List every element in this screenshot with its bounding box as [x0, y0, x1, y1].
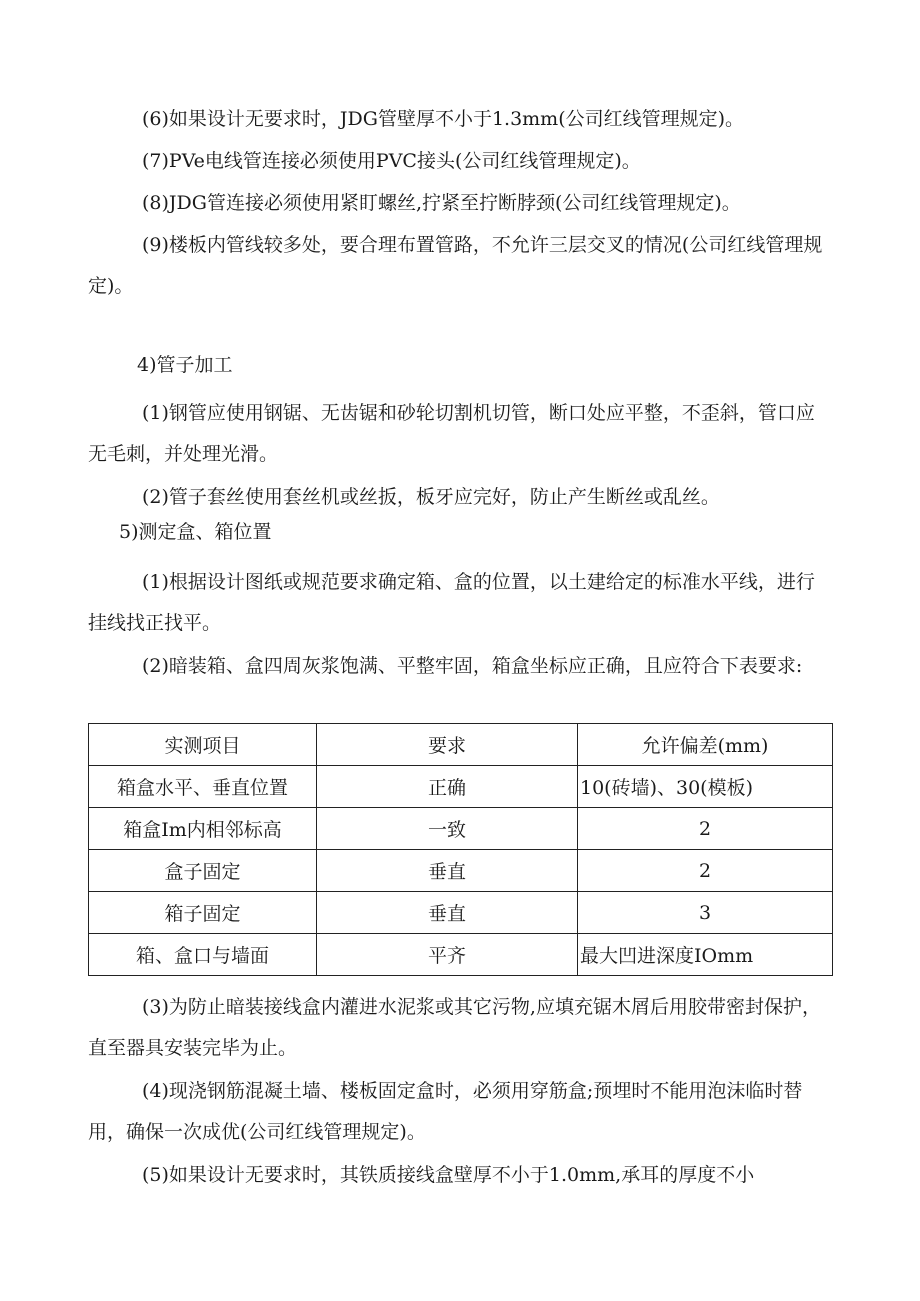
- paragraph-7-pvc-connection: (7)PVe电线管连接必须使用PVC接头(公司红线管理规定)。: [142, 150, 641, 172]
- table-row: [89, 850, 833, 892]
- paragraph-concealed-box-requirements: (2)暗装箱、盒四周灰浆饱满、平整牢固，箱盒坐标应正确，且应符合下表要求:: [142, 655, 803, 677]
- section-heading-pipe-processing: 4)管子加工: [137, 354, 233, 376]
- table-row: [89, 934, 833, 976]
- paragraph-iron-box-thickness: (5)如果设计无要求时，其铁质接线盒壁厚不小于1.0mm,承耳的厚度不小: [142, 1164, 755, 1186]
- paragraph-box-position-determination: (1)根据设计图纸或规范要求确定箱、盒的位置，以土建给定的标准水平线，进行挂线找正找平。: [88, 571, 815, 634]
- table-cell: 箱盒Im内相邻标高: [89, 808, 317, 850]
- table-cell: 3: [578, 892, 833, 934]
- table-cell: 一致: [317, 808, 578, 850]
- table-cell: 箱盒水平、垂直位置: [89, 766, 317, 808]
- table-header-cell: 实测项目: [89, 724, 317, 766]
- table-cell: 正确: [317, 766, 578, 808]
- table-cell: 2: [578, 850, 833, 892]
- table-cell: 最大凹进深度IOmm: [578, 934, 833, 976]
- table-cell: 垂直: [317, 850, 578, 892]
- table-cell: 平齐: [317, 934, 578, 976]
- table-header-cell: 允许偏差(mm): [578, 724, 833, 766]
- paragraph-box-protection: (3)为防止暗装接线盒内灌进水泥浆或其它污物,应填充锯木屑后用胶带密封保护，直至器具安装完毕为止。: [88, 996, 821, 1059]
- paragraph-8-jdg-screw: (8)JDG管连接必须使用紧盯螺丝,拧紧至拧断脖颈(公司红线管理规定)。: [142, 192, 741, 214]
- paragraph-pipe-threading: (2)管子套丝使用套丝机或丝扳，板牙应完好，防止产生断丝或乱丝。: [142, 486, 720, 508]
- table-cell: 盒子固定: [89, 850, 317, 892]
- paragraph-cast-in-place-box: (4)现浇钢筋混凝土墙、楼板固定盒时，必须用穿筋盒;预埋时不能用泡沫临时替用，确保一次成优(公司红线管理规定)。: [88, 1080, 803, 1143]
- table-cell: 箱子固定: [89, 892, 317, 934]
- table-cell: 垂直: [317, 892, 578, 934]
- paragraph-6-jdg-wall-thickness: (6)如果设计无要求时，JDG管壁厚不小于1.3mm(公司红线管理规定)。: [142, 108, 745, 130]
- table-header-row: [89, 724, 833, 766]
- table-row: [89, 766, 833, 808]
- table-header-cell: 要求: [317, 724, 578, 766]
- table-row: [89, 808, 833, 850]
- table-cell: 箱、盒口与墙面: [89, 934, 317, 976]
- table-cell: 10(砖墙)、30(模板): [578, 766, 833, 808]
- tolerance-table: [88, 723, 833, 976]
- table-row: [89, 892, 833, 934]
- table-cell: 2: [578, 808, 833, 850]
- paragraph-9-pipeline-layout: (9)楼板内管线较多处，要合理布置管路，不允许三层交叉的情况(公司红线管理规定)。: [88, 234, 823, 297]
- section-heading-box-position: 5)测定盒、箱位置: [119, 521, 272, 543]
- paragraph-pipe-cutting: (1)钢管应使用钢锯、无齿锯和砂轮切割机切管，断口处应平整，不歪斜，管口应无毛刺，并处理光滑。: [88, 402, 815, 465]
